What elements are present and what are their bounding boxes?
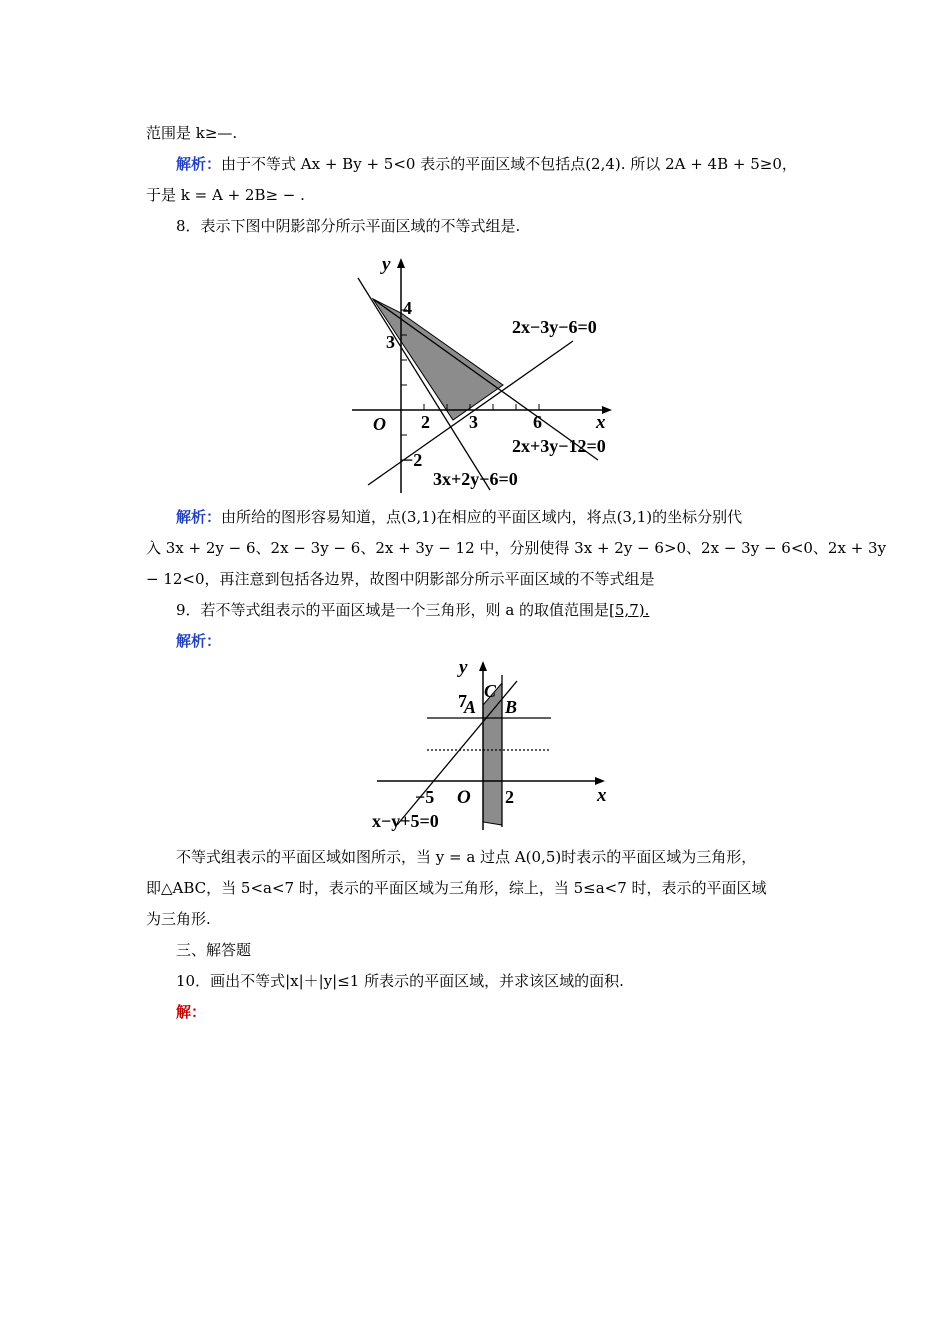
- solution-label: 解：: [176, 1003, 207, 1021]
- line-label-2x3y-12: 2x+3y−12=0: [512, 436, 606, 456]
- question-10: 10．画出不等式|x|＋|y|≤1 所表示的平面区域，并求该区域的面积.: [176, 972, 624, 990]
- tick-label-y-3: 3: [386, 332, 395, 352]
- origin-label: O: [373, 414, 386, 434]
- line-label-x-y-5: x−y+5=0: [372, 811, 439, 831]
- line-analysis-9-b: 即△ABC，当 5<a<7 时，表示的平面区域为三角形，综上，当 5≤a<7 时，表示的平面区域: [146, 879, 767, 897]
- line-analysis-9-c: 为三角形.: [146, 910, 211, 928]
- x-axis-label: x: [597, 785, 607, 806]
- point-b-label: B: [505, 697, 518, 717]
- shaded-region: [373, 299, 503, 420]
- point-c-label: C: [484, 681, 497, 701]
- answer-9: [5,7).: [609, 601, 650, 619]
- tick-label-x-neg5: −5: [415, 787, 435, 807]
- analysis-label: 解析：: [176, 155, 222, 173]
- y-axis-arrow: [479, 661, 487, 671]
- line-conclusion-7: 于是 k = A + 2B≥ − .: [146, 186, 305, 204]
- line-label-3x2y-6: 3x+2y−6=0: [433, 469, 518, 489]
- point-a-label: A: [464, 697, 477, 717]
- solution-label-line: [176, 1001, 810, 1023]
- line-analysis-8-b: 入 3x + 2y − 6、2x − 3y − 6、2x + 3y − 12 中，分别使得 3x + 2y − 6>0、2x − 3y − 6<0、2x + 3y: [146, 539, 887, 557]
- line-analysis-9: [176, 630, 810, 652]
- tick-label-y-4: 4: [403, 298, 412, 318]
- section-heading: 三、解答题: [176, 941, 252, 959]
- analysis-label: 解析：: [176, 508, 222, 526]
- tick-label-x-2: 2: [421, 412, 430, 432]
- y-axis-label: y: [459, 657, 468, 678]
- line-analysis-8: 解析：由所给的图形容易知道，点(3,1)在相应的平面区域内，将点(3,1)的坐标分别代: [176, 508, 743, 526]
- figure-1: [340, 248, 640, 498]
- question-9: 9．若不等式组表示的平面区域是一个三角形，则 a 的取值范围是[5,7).: [176, 601, 650, 619]
- x-axis-label: x: [596, 412, 606, 433]
- shaded-strip: [483, 683, 502, 825]
- origin-label: O: [457, 787, 471, 808]
- line-range-answer: 范围是 k≥—.: [146, 124, 238, 142]
- figure-2: [365, 655, 625, 835]
- y-axis-label: y: [382, 254, 391, 275]
- tick-label-y-neg2: −2: [403, 450, 423, 470]
- x-axis-arrow: [595, 777, 605, 785]
- question-8: 8．表示下图中阴影部分所示平面区域的不等式组是.: [176, 217, 521, 235]
- line-analysis-9-a: 不等式组表示的平面区域如图所示，当 y = a 过点 A(0,5)时表示的平面区域为三角形，: [176, 848, 757, 866]
- line-label-2x-3y-6: 2x−3y−6=0: [512, 317, 597, 337]
- analysis-label: 解析：: [176, 632, 222, 650]
- tick-label-x-2: 2: [505, 787, 514, 807]
- y-axis-arrow: [397, 258, 405, 268]
- tick-label-x-6: 6: [533, 412, 542, 432]
- line-analysis-7: 解析：由于不等式 Ax + By + 5<0 表示的平面区域不包括点(2,4). 所以 2A + 4B + 5≥0，: [176, 155, 797, 173]
- tick-label-y-7: 7: [458, 691, 467, 711]
- line-analysis-8-c: − 12<0，再注意到包括各边界，故图中阴影部分所示平面区域的不等式组是: [146, 570, 655, 588]
- tick-label-x-3: 3: [469, 412, 478, 432]
